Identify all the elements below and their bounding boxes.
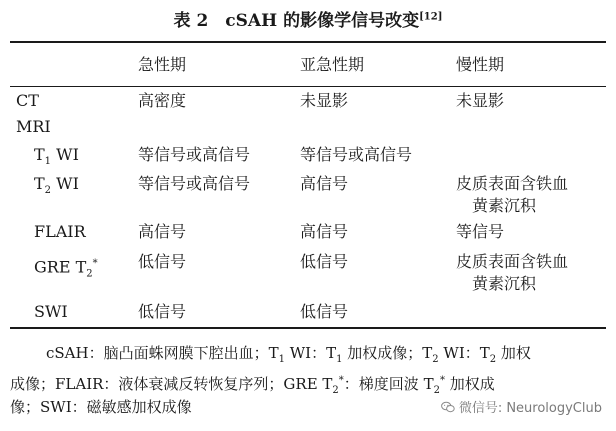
cell-gre-chronic: 皮质表面含铁血 xyxy=(456,252,569,271)
row-label-t2wi-base: T xyxy=(34,174,45,193)
cell-flair-subacute: 高信号 xyxy=(300,222,349,241)
fn1-g: WI：T xyxy=(438,344,490,362)
fn1-e: 加权成像；T xyxy=(342,344,433,362)
watermark-text: 微信号: NeurologyClub xyxy=(458,401,602,416)
table-title-reference: [12] xyxy=(419,11,443,23)
cell-ct-subacute: 未显影 xyxy=(300,91,349,110)
row-label-gre-sup: * xyxy=(92,258,98,269)
table-title-text: 表 2 cSAH 的影像学信号改变 xyxy=(173,11,420,31)
fn2-c: * xyxy=(338,375,344,386)
cell-gre-acute: 低信号 xyxy=(138,252,187,271)
watermark xyxy=(441,397,602,416)
table-bottom-rule xyxy=(10,327,606,329)
fn2-d: ：梯度回波 T xyxy=(343,375,434,393)
cell-ct-acute: 高密度 xyxy=(138,91,187,110)
cell-swi-acute: 低信号 xyxy=(138,302,187,321)
table-header-rule xyxy=(10,86,606,87)
row-label-t2wi-rest: WI xyxy=(51,174,79,193)
fn1-h: 2 xyxy=(489,354,497,365)
column-header-chronic: 慢性期 xyxy=(456,55,505,74)
row-label-swi: SWI xyxy=(34,302,68,321)
cell-flair-chronic: 等信号 xyxy=(456,222,505,241)
table-title xyxy=(0,6,616,31)
row-label-t1wi-sub: 1 xyxy=(44,156,52,168)
cell-gre-subacute: 低信号 xyxy=(300,252,349,271)
row-label-flair: FLAIR xyxy=(34,222,86,241)
fn1-i: 加权 xyxy=(496,344,531,362)
row-label-mri: MRI xyxy=(16,117,51,136)
row-label-ct: CT xyxy=(16,91,39,110)
cell-t2wi-subacute: 高信号 xyxy=(300,174,349,193)
column-header-subacute: 亚急性期 xyxy=(300,55,365,74)
fn2-f: * xyxy=(439,375,445,386)
column-header-acute: 急性期 xyxy=(138,55,187,74)
cell-swi-subacute: 低信号 xyxy=(300,302,349,321)
fn1-f: 2 xyxy=(432,354,439,365)
cell-t2wi-chronic: 皮质表面含铁血 xyxy=(456,174,569,193)
cell-t2wi-acute: 等信号或高信号 xyxy=(138,174,251,193)
row-label-gre-t2star xyxy=(34,252,98,287)
fn2-e: 2 xyxy=(433,385,440,396)
fn2-b: 2 xyxy=(332,385,339,396)
row-label-gre-base: GRE T xyxy=(34,257,87,277)
fn1-a: cSAH：脑凸面蛛网膜下腔出血；T xyxy=(46,344,279,362)
cell-gre-chronic-line2: 黄素沉积 xyxy=(472,274,537,293)
fn2-g: 加权成 xyxy=(444,375,495,393)
fn1-d: 1 xyxy=(336,354,343,365)
cell-t2wi-chronic-line2: 黄素沉积 xyxy=(472,196,537,215)
row-label-t2wi-sub: 2 xyxy=(44,185,52,197)
row-label-t1wi-rest: WI xyxy=(51,145,79,164)
row-label-gre-sub: 2 xyxy=(86,268,93,280)
table-top-rule xyxy=(10,41,606,43)
wechat-icon xyxy=(441,401,455,413)
fn1-b: 1 xyxy=(278,354,285,365)
cell-ct-chronic: 未显影 xyxy=(456,91,505,110)
footnote-line-3: 像；SWI：磁敏感加权成像 xyxy=(10,398,192,416)
cell-t1wi-acute: 等信号或高信号 xyxy=(138,145,251,164)
row-label-t1wi xyxy=(34,143,79,174)
fn2-a: 成像；FLAIR：液体衰减反转恢复序列；GRE T xyxy=(10,375,333,393)
fn1-c: WI：T xyxy=(284,344,337,362)
cell-t1wi-subacute: 等信号或高信号 xyxy=(300,145,413,164)
cell-flair-acute: 高信号 xyxy=(138,222,187,241)
row-label-t2wi xyxy=(34,172,79,203)
row-label-t1wi-base: T xyxy=(34,145,45,164)
